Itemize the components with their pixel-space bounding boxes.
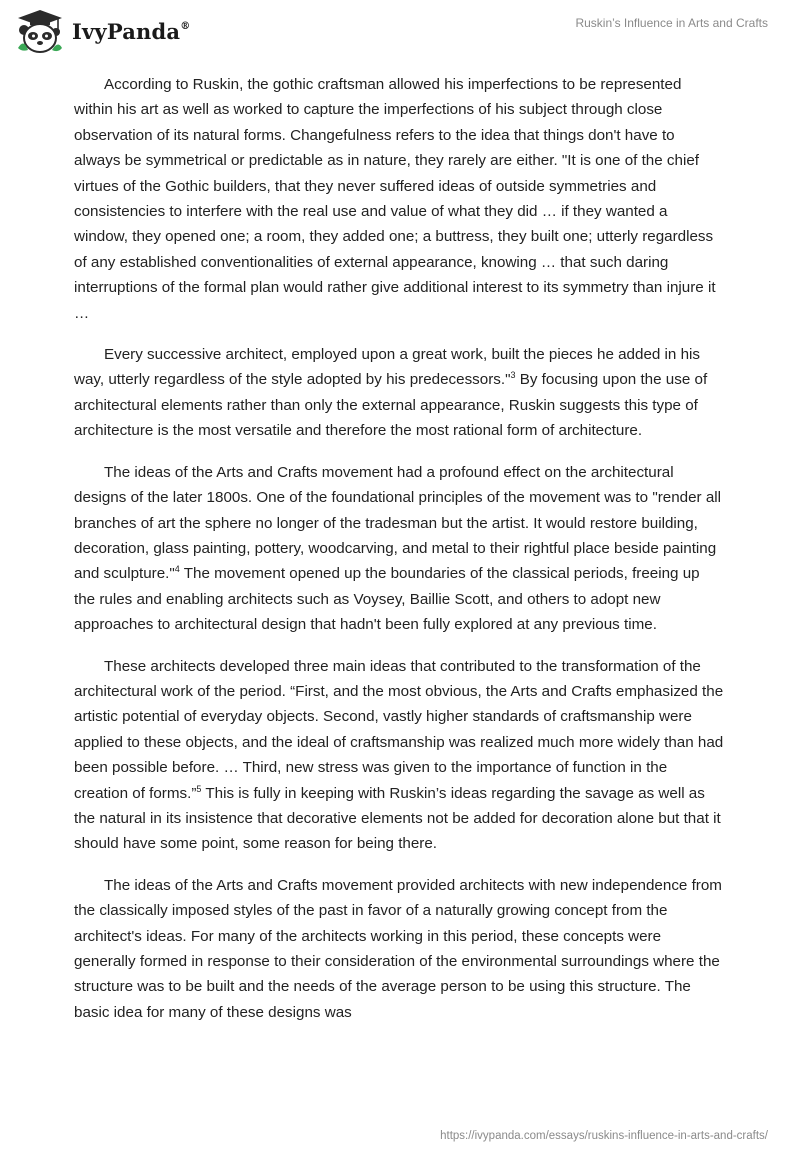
paragraph: Every successive architect, employed upon a great work, built the pieces he added in his way, utterly regardless of the style adopted by his predecessors."$^3$ By focusing upon the use of architectural elements rather than only the external appearance, Ruskin suggests this type of architecture is the most versatile and therefore the most rational form of architecture.: [74, 346, 708, 440]
panda-graduate-icon: [14, 8, 66, 54]
essay-body: [74, 72, 724, 1041]
paragraph: These architects developed three main ideas that contributed to the transformation of the architectural work of the period. “First, and the most obvious, the Arts and Crafts emphasized the artistic potential of everyday objects. Second, vastly higher standards of craftsmanship were applied to these objects, and the ideal of craftsmanship was realized much more widely than had been possible before. … Third, new stress was given to the importance of function in the creation of forms.”$^5$ This is fully in keeping with Ruskin’s ideas regarding the savage as well as the natural in its insistence that decorative elements not be added for decoration alone but that it should have some point, some reason for being there.: [74, 657, 724, 853]
brand-logo[interactable]: [14, 8, 190, 54]
footnote-ref[interactable]: 3: [510, 370, 516, 381]
footnote-ref[interactable]: 4: [174, 564, 180, 575]
paragraph: According to Ruskin, the gothic craftsman allowed his imperfections to be represented within his art as well as worked to capture the imperfections of his subject through close observation of its natural forms. Changefulness refers to the idea that things don't have to always be symmetrical or predictable as in nature, they rarely are either. "It is one of the chief virtues of the Gothic builders, that they never suffered ideas of outside symmetries and consistencies to interfere with the real use and value of what they did … if they wanted a window, they opened one; a room, they added one; a buttress, they built one; utterly regardless of any established conventionalities of external appearance, knowing … that such daring interruptions of the formal plan would rather give additional interest to its symmetry than injure it …: [74, 76, 716, 322]
document-title: Ruskin’s Influence in Arts and Crafts: [575, 16, 768, 30]
brand-name: IvyPanda®: [72, 18, 191, 44]
paragraph: The ideas of the Arts and Crafts movement had a profound effect on the architectural designs of the later 1800s. One of the foundational principles of the movement was to "render all branches of art the sphere no longer of the tradesman but the artist. It would restore building, decoration, glass painting, pottery, woodcarving, and metal to their rightful place beside painting and sculpture."$^4$ The movement opened up the boundaries of the classical periods, freeing up the rules and enabling architects such as Voysey, Baillie Scott, and others to adopt new approaches to architectural design that hadn't been fully explored at any previous time.: [74, 463, 722, 634]
source-url-link[interactable]: https://ivypanda.com/essays/ruskins-influence-in-arts-and-crafts/: [440, 1130, 768, 1142]
page-header: [0, 0, 800, 60]
paragraph: The ideas of the Arts and Crafts movement provided architects with new independence from the classically imposed styles of the past in favor of a naturally growing concept from the architect's ideas. For many of the architects working in this period, these concepts were generally formed in response to their consideration of the environmental surroundings where the structure was to be built and the needs of the average person to be using this structure. The basic idea for many of these designs was: [74, 876, 722, 1021]
footnote-ref[interactable]: 5: [196, 783, 202, 794]
